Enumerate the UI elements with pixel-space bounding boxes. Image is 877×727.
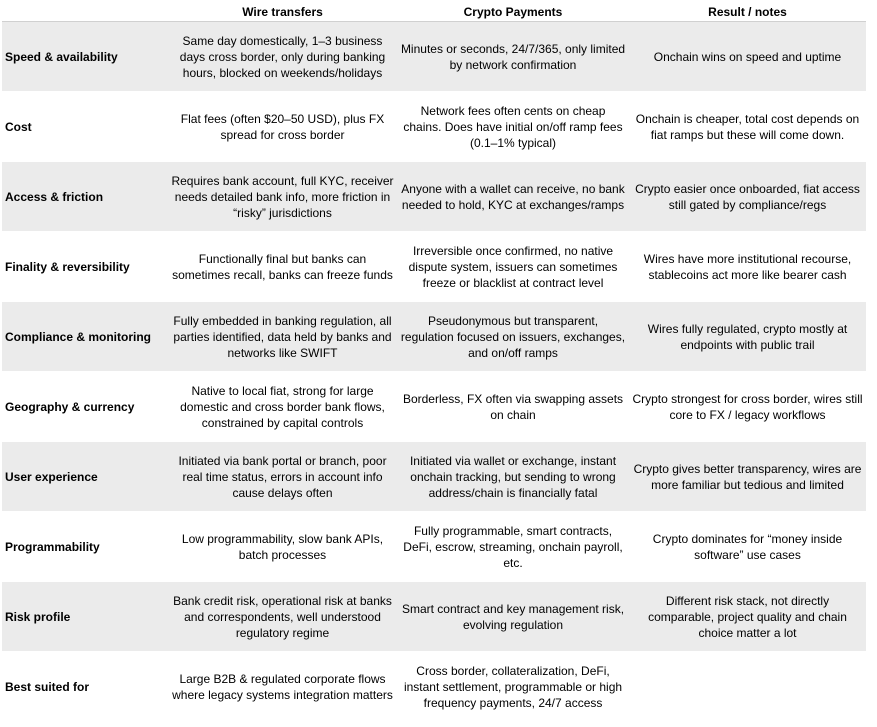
table-row xyxy=(2,232,866,302)
table-row xyxy=(2,22,866,92)
crypto-payments-cell: Smart contract and key management risk, evolving regulation xyxy=(401,601,625,632)
row-label: Finality & reversibility xyxy=(5,259,130,274)
wire-transfers-cell: Flat fees (often $20–50 USD), plus FX spread for cross border xyxy=(180,111,385,142)
crypto-payments-cell: Minutes or seconds, 24/7/365, only limited by network confirmation xyxy=(400,41,626,72)
row-label: Compliance & monitoring xyxy=(5,329,152,344)
result-notes-cell: Onchain is cheaper, total cost depends on fiat ramps but these will come down. xyxy=(635,111,860,142)
crypto-payments-cell: Irreversible once confirmed, no native dispute system, issuers can sometimes freeze or blacklist at contract level xyxy=(408,243,618,290)
wire-transfers-cell: Fully embedded in banking regulation, all parties identified, data held by banks and networks like SWIFT xyxy=(173,313,392,360)
table-row xyxy=(2,582,866,652)
row-label: Cost xyxy=(5,119,32,134)
row-label: Geography & currency xyxy=(5,399,135,414)
crypto-payments-cell: Anyone with a wallet can receive, no bank needed to hold, KYC at exchanges/ramps xyxy=(401,181,625,212)
table-row xyxy=(2,442,866,512)
row-label: Best suited for xyxy=(5,679,90,694)
comparison-table xyxy=(2,3,866,722)
row-label: User experience xyxy=(5,469,98,484)
header-result-notes: Result / notes xyxy=(708,5,787,19)
result-notes-cell xyxy=(629,652,866,721)
row-label: Risk profile xyxy=(5,609,71,624)
row-label: Access & friction xyxy=(5,189,104,204)
wire-transfers-cell: Same day domestically, 1–3 business days cross border, only during banking hours, blocked on weekends/holidays xyxy=(179,33,386,80)
wire-transfers-cell: Requires bank account, full KYC, receiver needs detailed bank info, more friction in “risky” jurisdictions xyxy=(171,173,394,220)
crypto-payments-cell: Cross border, collateralization, DeFi, instant settlement, programmable or high frequency payments, 24/7 access xyxy=(403,663,623,710)
result-notes-cell: Wires fully regulated, crypto mostly at endpoints with public trail xyxy=(647,321,848,352)
result-notes-cell: Crypto easier once onboarded, fiat access still gated by compliance/regs xyxy=(635,181,860,212)
result-notes-cell: Different risk stack, not directly comparable, project quality and chain choice matter a lot xyxy=(648,593,847,640)
header-wire-transfers: Wire transfers xyxy=(242,5,323,19)
table-row xyxy=(2,162,866,232)
result-notes-cell: Crypto dominates for “money inside software” use cases xyxy=(652,531,843,562)
header-cell-empty xyxy=(2,3,168,21)
table-row xyxy=(2,372,866,442)
row-label: Programmability xyxy=(5,539,100,554)
crypto-payments-cell: Initiated via wallet or exchange, instant onchain tracking, but sending to wrong address/chain is financially fatal xyxy=(409,453,617,500)
crypto-payments-cell: Network fees often cents on cheap chains. Does have initial on/off ramp fees (0.1–1% typical) xyxy=(403,103,623,150)
result-notes-cell: Crypto strongest for cross border, wires still core to FX / legacy workflows xyxy=(632,391,863,422)
header-crypto-payments: Crypto Payments xyxy=(463,5,563,19)
result-notes-cell: Wires have more institutional recourse, stablecoins act more like bearer cash xyxy=(643,251,852,282)
crypto-payments-cell: Borderless, FX often via swapping assets on chain xyxy=(402,391,624,422)
wire-transfers-cell: Functionally final but banks can sometimes recall, banks can freeze funds xyxy=(172,251,393,282)
wire-transfers-cell: Low programmability, slow bank APIs, batch processes xyxy=(181,531,384,562)
table-row xyxy=(2,512,866,582)
crypto-payments-cell: Pseudonymous but transparent, regulation focused on issuers, exchanges, and on/off ramps xyxy=(400,313,626,360)
row-label: Speed & availability xyxy=(5,49,118,64)
wire-transfers-cell: Bank credit risk, operational risk at banks and correspondents, well understood regulatory regime xyxy=(173,593,392,640)
table-row xyxy=(2,302,866,372)
table-row xyxy=(2,652,866,722)
result-notes-cell: Crypto gives better transparency, wires are more familiar but tedious and limited xyxy=(633,461,862,492)
crypto-payments-cell: Fully programmable, smart contracts, DeFi, escrow, streaming, onchain payroll, etc. xyxy=(403,523,623,570)
wire-transfers-cell: Native to local fiat, strong for large domestic and cross border bank flows, constrained by capital controls xyxy=(180,383,385,430)
header-row xyxy=(2,3,866,22)
wire-transfers-cell: Large B2B & regulated corporate flows where legacy systems integration matters xyxy=(172,671,393,702)
wire-transfers-cell: Initiated via bank portal or branch, poor real time status, errors in account info cause delays often xyxy=(178,453,387,500)
result-notes-cell: Onchain wins on speed and uptime xyxy=(653,49,842,64)
table-row xyxy=(2,92,866,162)
